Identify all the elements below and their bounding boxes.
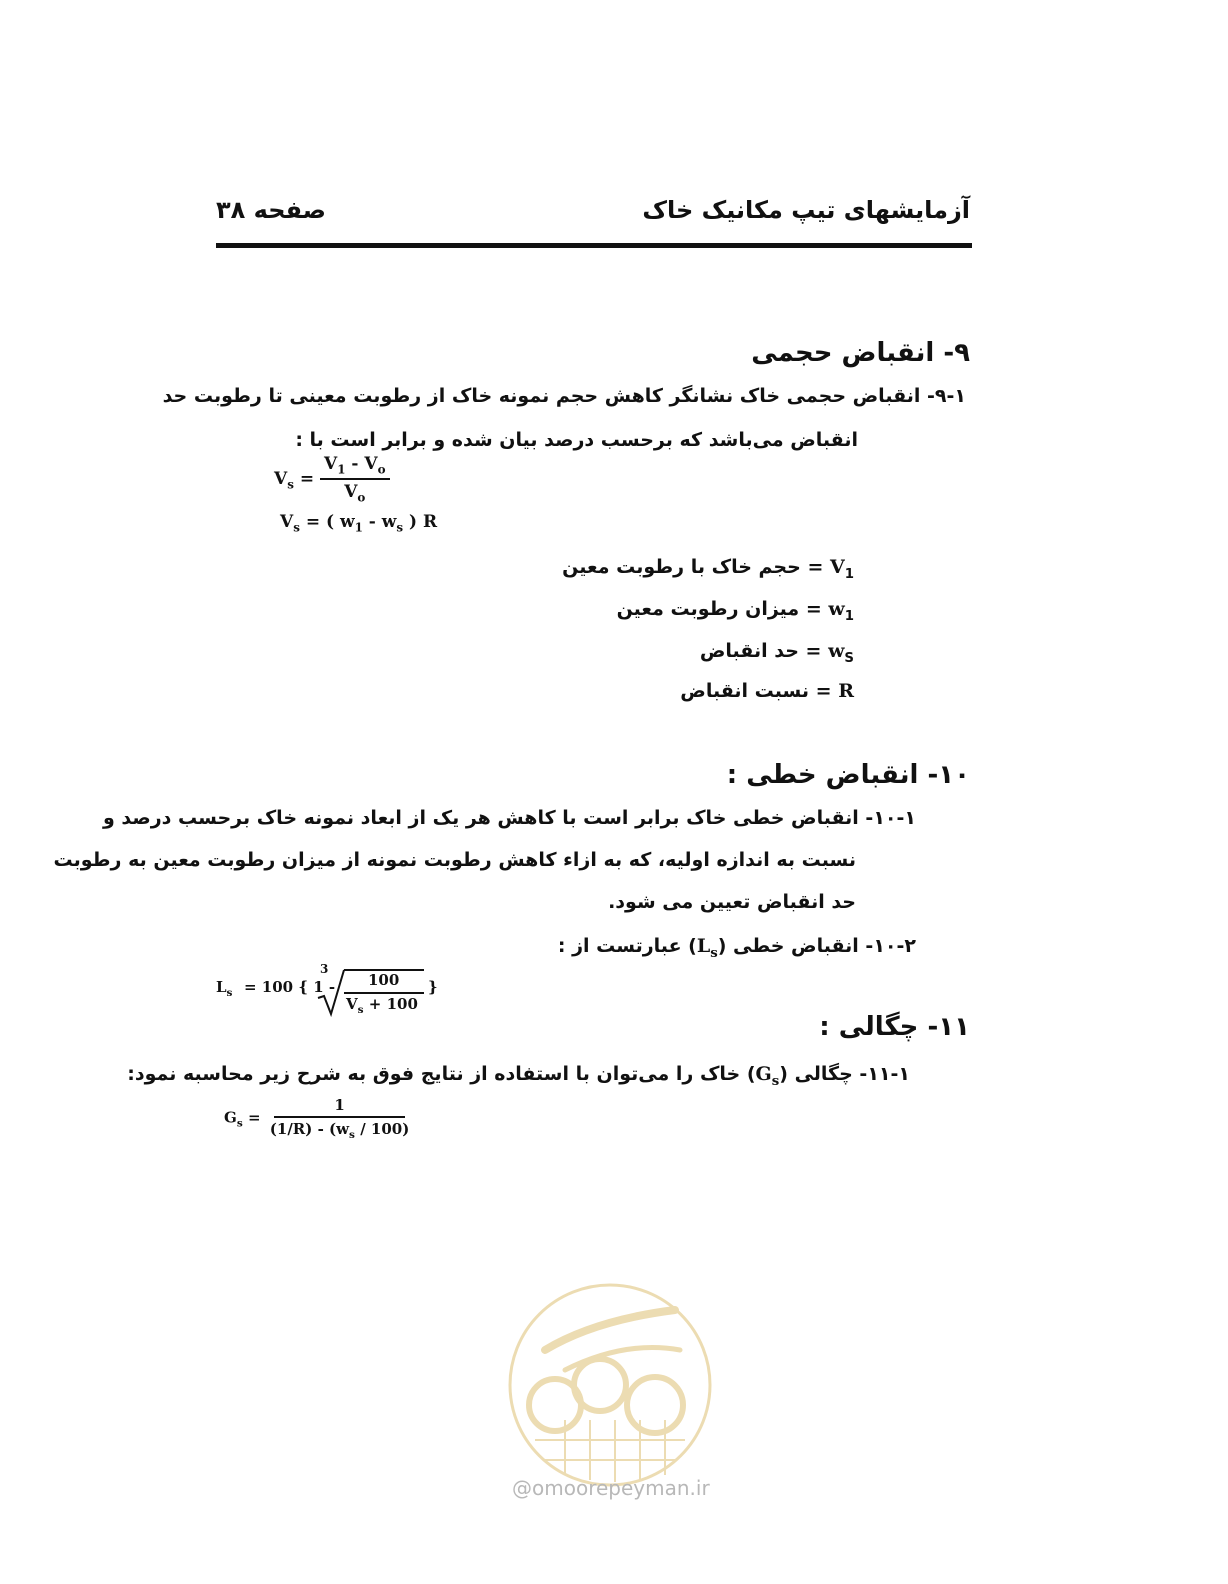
formula-equals: = bbox=[299, 468, 315, 489]
section-10-paragraph-line-1: ۱۰-۱- انقباض خطی خاک برابر است با کاهش هر یک از ابعاد نمونه خاک برحسب درصد و bbox=[102, 807, 916, 829]
formula-linear-shrinkage: $L_s$ = 100 { 1 - 3 100 $V_s + 100$ } bbox=[216, 962, 438, 1016]
cube-root-sign bbox=[316, 968, 346, 1018]
formula-fraction bbox=[320, 454, 390, 505]
section-10-paragraph-line-3: حد انقباض تعیین می شود. bbox=[608, 891, 856, 913]
formula-subscript: s bbox=[287, 477, 294, 492]
definition-w1: میزان رطوبت معین = $w_1$ bbox=[616, 598, 854, 624]
section-9-paragraph-line-1: ۹-۱- انقباض حجمی خاک نشانگر کاهش حجم نمونه خاک از رطوبت معینی تا رطوبت حد bbox=[162, 385, 966, 407]
watermark-url: @omoorepeyman.ir bbox=[512, 1476, 710, 1500]
section-9-title: ۹- انقباض حجمی bbox=[751, 338, 970, 368]
page-number: صفحه ۳۸ bbox=[216, 196, 326, 224]
header-divider bbox=[216, 243, 972, 248]
section-11-title: ۱۱- چگالی : bbox=[819, 1012, 970, 1042]
section-10-paragraph-line-2: نسبت به اندازه اولیه، که به ازاء کاهش رطوبت نمونه از میزان رطوبت معین به رطوبت bbox=[53, 849, 856, 871]
formula-volumetric-shrinkage-2: $V_s$ = ( $w_1 - w_s$ ) R bbox=[280, 512, 438, 535]
formula-density: $G_s$ = $\frac{1}{(1/R) - (w_s / 100)}$ bbox=[224, 1096, 413, 1141]
section-11-paragraph: ۱۱-۱- چگالی $(G_s)$ خاک را می‌توان با استفاده از نتایج فوق به شرح زیر محاسبه نمود: bbox=[127, 1063, 910, 1089]
fraction-denominator: $V_o$ bbox=[344, 482, 366, 505]
watermark-seal bbox=[505, 1280, 715, 1490]
section-10-paragraph-2: ۱۰-۲- انقباض خطی $(L_s)$ عبارتست از : bbox=[557, 935, 916, 961]
definition-ws: حد انقباض = $w_S$ bbox=[699, 640, 854, 666]
formula-fraction: $\frac{1}{(1/R) - (w_s / 100)}$ bbox=[269, 1096, 410, 1141]
section-9-paragraph-line-2: انقباض می‌باشد که برحسب درصد بیان شده و برابر است با : bbox=[295, 429, 858, 451]
definition-v1: حجم خاک با رطوبت معین = $V_1$ bbox=[562, 556, 854, 582]
fraction-numerator: $V_1 - V_o$ bbox=[320, 454, 390, 480]
definition-r: نسبت انقباض = R bbox=[680, 680, 854, 702]
section-10-title: ۱۰- انقباض خطی : bbox=[726, 760, 970, 790]
formula-symbol: V bbox=[274, 468, 288, 489]
header-title: آزمایشهای تیپ مکانیک خاک bbox=[642, 196, 970, 224]
formula-volumetric-shrinkage bbox=[274, 454, 390, 505]
fraction-bar bbox=[344, 992, 424, 994]
